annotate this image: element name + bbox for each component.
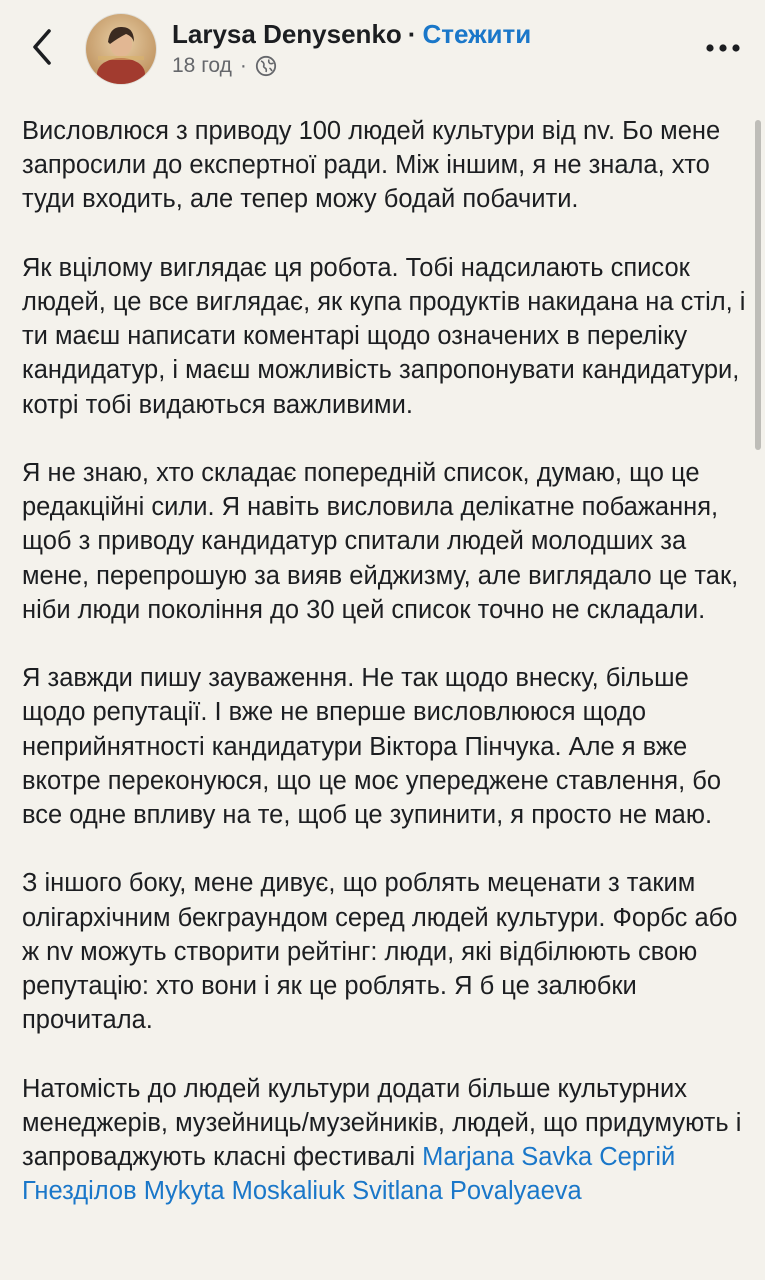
mention-link[interactable]: Marjana Savka (422, 1143, 593, 1172)
author-name[interactable]: Larysa Denysenko (172, 18, 402, 49)
mention-link[interactable]: Mykyta Moskaliuk (143, 1177, 345, 1206)
author-line (172, 16, 531, 52)
post-paragraph: З іншого боку, мене дивує, що роблять меценати з таким олігархічним бекграундом серед людей культури. Форбс або ж nv можуть створити рейтінг: люди, які відбілюють свою репутацію: хто вони і як це роблять. Я б це залюбки прочитала. (22, 869, 738, 1035)
mention-link[interactable]: Сергій Гнезділов (22, 1143, 676, 1206)
chevron-left-icon (31, 28, 53, 66)
avatar-image (86, 14, 156, 84)
globe-icon (255, 55, 277, 77)
scrollbar[interactable] (755, 120, 761, 450)
post-paragraph: Як вцілому виглядає ця робота. Тобі надсилають список людей, це все виглядає, як купа продуктів накидана на стіл, і ти маєш написати коментарі щодо означених в переліку кандидатур, і маєш можливість запропонувати кандидатури, котрі тобі видаються важливими. (22, 253, 746, 419)
ellipsis-icon (705, 43, 741, 53)
post-paragraph: Я не знаю, хто складає попередній список, думаю, що це редакційні сили. Я навіть висловила делікатне побажання, щоб з приводу кандидатур спитали людей молодших за мене, перепрошую за вияв ейджизму, але виглядало це так, ніби люди покоління до 30 цей список точно не складали. (22, 459, 739, 624)
mention-link[interactable]: Svitlana Povalyaeva (352, 1177, 582, 1206)
author-avatar[interactable] (86, 14, 156, 84)
name-separator: · (407, 18, 417, 49)
post-body (22, 114, 748, 1243)
post-header (0, 0, 765, 96)
post-time[interactable]: 18 год (172, 54, 232, 77)
post-paragraph: Я завжди пишу зауваження. Не так щодо внеску, більше щодо репутації. І вже не вперше висловлююся щодо неприйнятності кандидатури Віктора Пінчука. Але я вже вкотре переконуюся, що це моє упереджене ставлення, бо все одне впливу на те, щоб це зупинити, я просто не маю. (22, 664, 722, 830)
post-meta (172, 52, 277, 80)
post-paragraph-last (22, 1072, 748, 1209)
meta-separator: · (239, 54, 247, 77)
post-paragraph: Висловлюся з приводу 100 людей культури від nv. Бо мене запросили до експертної ради. Між іншим, я не знала, хто туди входить, але тепер можу бодай побачити. (22, 117, 721, 214)
more-options-button[interactable] (703, 30, 743, 66)
back-button[interactable] (22, 22, 62, 72)
last-paragraph-text: Натомість до людей культури додати більше культурних менеджерів, музейниць/музейників, людей, що придумують і запроваджують класні фестивалі (22, 1074, 742, 1172)
follow-button[interactable]: Стежити (422, 18, 532, 49)
